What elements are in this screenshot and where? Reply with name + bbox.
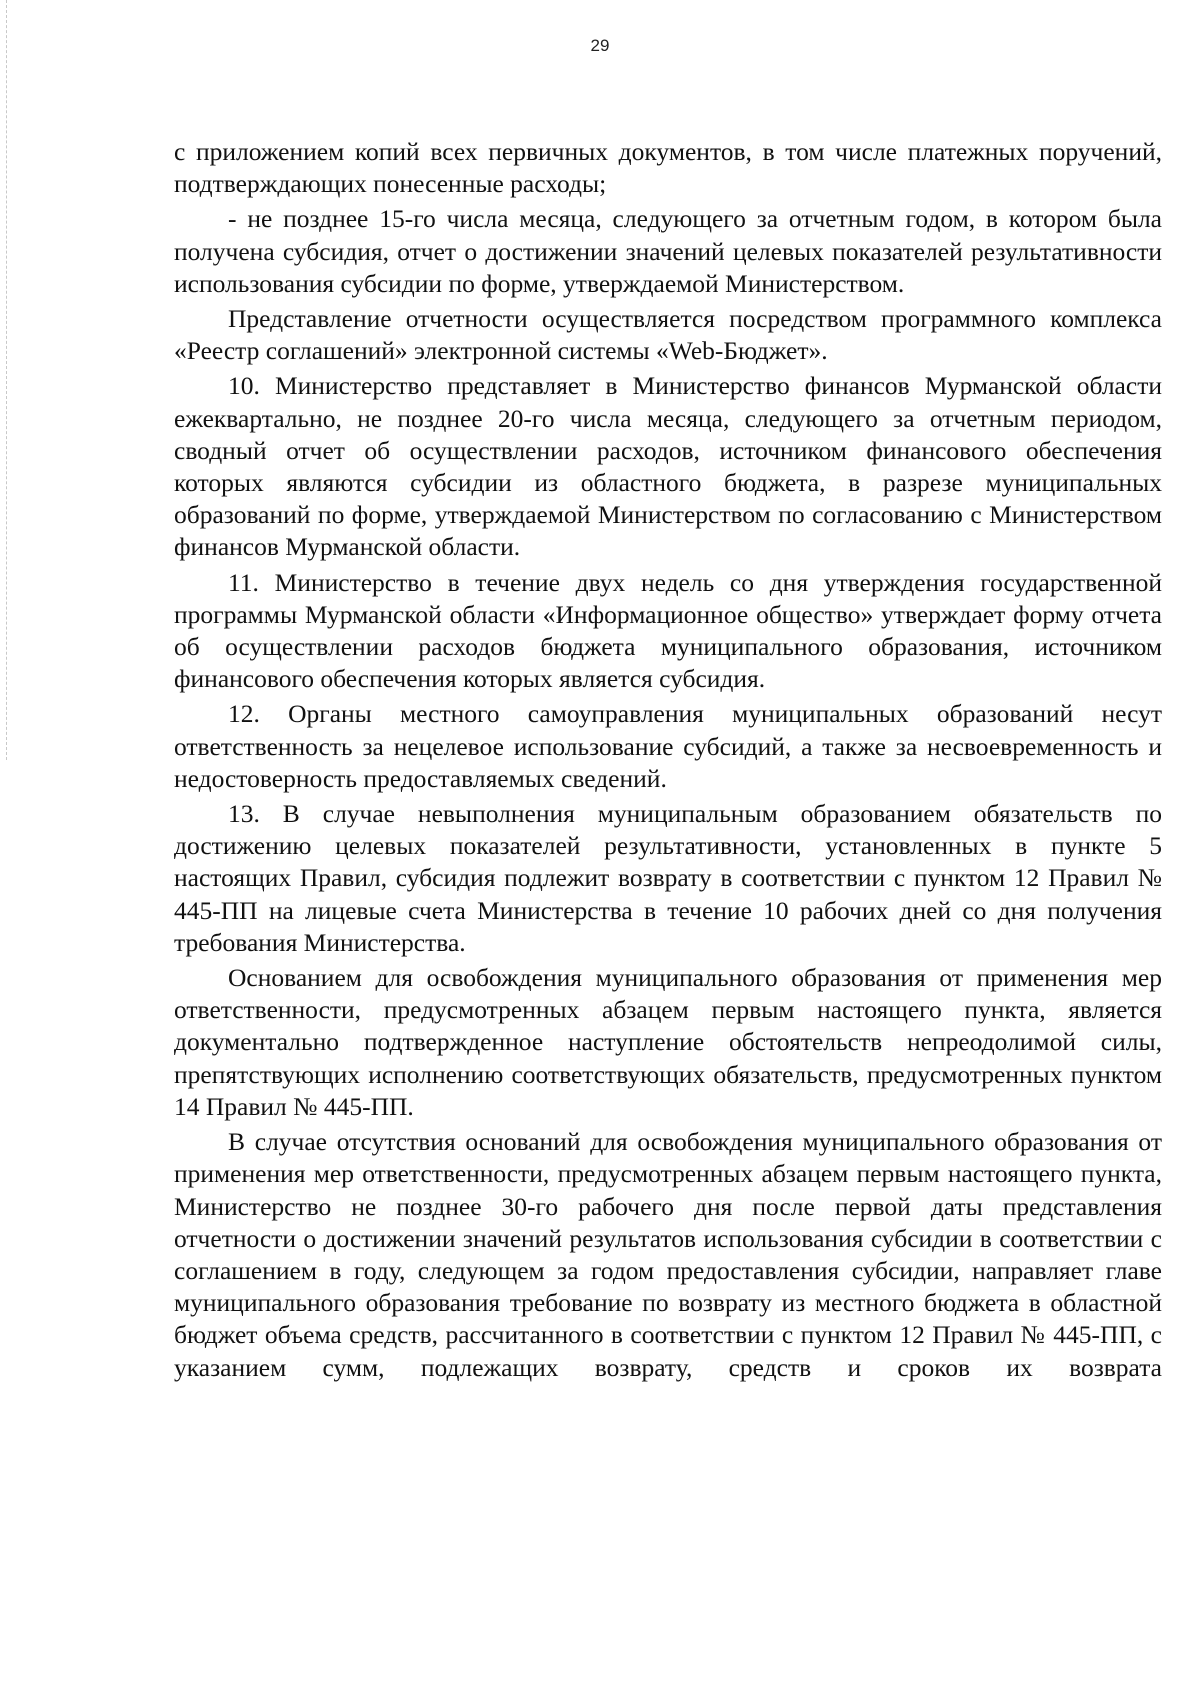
document-body: [174, 136, 1162, 1387]
scan-margin-line: [6, 0, 8, 760]
paragraph-continuation: с приложением копий всех первичных документов, в том числе платежных поручений, подтверждающих понесенные расходы;: [174, 137, 1162, 199]
paragraph-item-12: 12. Органы местного самоуправления муниципальных образований несут ответственность за нецелевое использование субсидий, а также за несвоевременность и недостоверность предоставляемых сведений.: [174, 699, 1162, 793]
paragraph-refund-requirement: В случае отсутствия оснований для освобождения муниципального образования от применения мер ответственности, предусмотренных абзацем первым настоящего пункта, Министерство не позднее 30-го рабочего дня после первой даты представления отчетности о достижении значений результатов использования субсидии в соответствии с соглашением в году, следующем за годом предоставления субсидии, направляет главе муниципального образования требование по возврату из местного бюджета в областной бюджет объема средств, рассчитанного в соответствии с пунктом 12 Правил № 445-ПП, с указанием сумм, подлежащих возврату, средств и сроков их возврата: [174, 1127, 1162, 1382]
paragraph-item-13: 13. В случае невыполнения муниципальным образованием обязательств по достижению целевых показателей результативности, установленных в пункте 5 настоящих Правил, субсидия подлежит возврату в соответствии с пунктом 12 Правил № 445-ПП на лицевые счета Министерства в течение 10 рабочих дней со дня получения требования Министерства.: [174, 799, 1162, 957]
paragraph-reporting-deadline: - не позднее 15-го числа месяца, следующего за отчетным годом, в котором была получена субсидия, отчет о достижении значений целевых показателей результативности использования субсидии по форме, утверждаемой Министерством.: [174, 204, 1162, 298]
paragraph-item-11: 11. Министерство в течение двух недель со дня утверждения государственной программы Мурманской области «Информационное общество» утверждает форму отчета об осуществлении расходов бюджета муниципального образования, источником финансового обеспечения которых является субсидия.: [174, 567, 1162, 694]
paragraph-reporting-system: Представление отчетности осуществляется посредством программного комплекса «Реестр соглашений» электронной системы «Web-Бюджет».: [174, 304, 1162, 366]
page-number: 29: [590, 36, 610, 55]
paragraph-item-10: 10. Министерство представляет в Министерство финансов Мурманской области ежеквартально, не позднее 20-го числа месяца, следующего за отчетным периодом, сводный отчет об осуществлении расходов, источником финансового обеспечения которых являются субсидии из областного бюджета, в разрезе муниципальных образований по форме, утверждаемой Министерством по согласованию с Министерством финансов Мурманской области.: [174, 371, 1162, 562]
paragraph-release-grounds: Основанием для освобождения муниципального образования от применения мер ответственности, предусмотренных абзацем первым настоящего пункта, является документально подтвержденное наступление обстоятельств непреодолимой силы, препятствующих исполнению соответствующих обязательств, предусмотренных пунктом 14 Правил № 445-ПП.: [174, 963, 1162, 1121]
